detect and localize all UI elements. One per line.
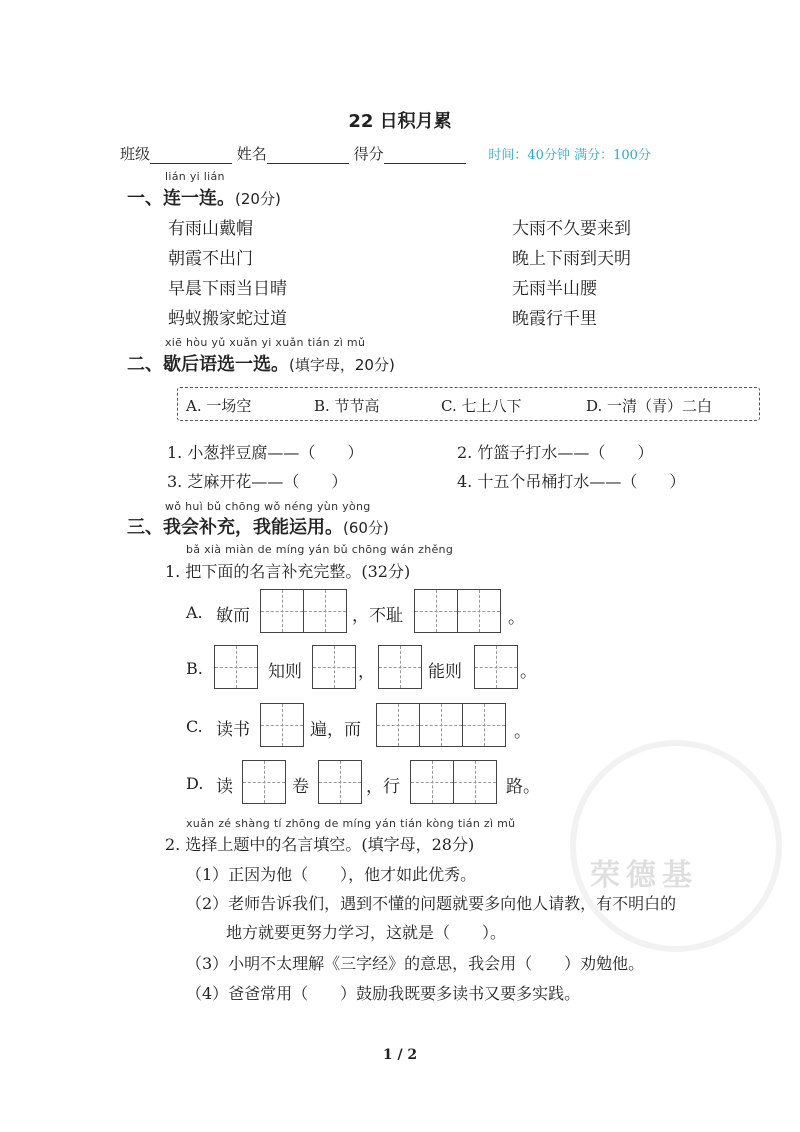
section1-pinyin: lián yi lián [165, 170, 225, 183]
name-blank[interactable] [267, 149, 349, 164]
answer-grid[interactable] [242, 760, 286, 804]
item-c-end: 。 [514, 722, 531, 742]
section3-pinyin: wǒ huì bǔ chōng wǒ néng yùn yòng [165, 500, 371, 513]
section2-heading: 二、歇后语选一选。(填字母，20分) [127, 354, 395, 375]
section3-heading: 三、我会补充，我能运用。(60分) [127, 517, 389, 538]
sub-question[interactable]: （4）爸爸常用（ ）鼓励我既要多读书又要多实践。 [186, 984, 581, 1003]
item-b-text: 知则 [268, 662, 302, 682]
item-d-text: 路。 [506, 777, 540, 797]
item-d-text: 读 [216, 777, 233, 797]
item-d-text: ，行 [366, 777, 400, 797]
left-item[interactable]: 朝霞不出门 [168, 249, 253, 269]
answer-grid[interactable] [474, 645, 518, 689]
section2-pinyin: xiē hòu yǔ xuǎn yi xuǎn tián zì mǔ [165, 336, 366, 349]
item-a-label: A. [186, 603, 203, 622]
right-item[interactable]: 晚霞行千里 [512, 309, 597, 329]
question-2[interactable]: 2. 竹篮子打水——（ ） [457, 443, 654, 462]
item-b-label: B. [186, 659, 203, 678]
right-item[interactable]: 晚上下雨到天明 [512, 249, 631, 269]
student-info: 班级 姓名 得分 时间：40分钟 满分：100分 [120, 145, 651, 163]
question-1[interactable]: 1. 小葱拌豆腐——（ ） [167, 443, 364, 462]
item-c-text: 遍，而 [310, 720, 361, 740]
q1-pinyin: bǎ xià miàn de míng yán bǔ chōng wán zhěng [186, 543, 454, 556]
class-blank[interactable] [150, 149, 232, 164]
page-title: 22 日积月累 [348, 111, 452, 132]
sub-question[interactable]: （1）正因为他（ ），他才如此优秀。 [186, 865, 477, 884]
q1-heading: 1. 把下面的名言补充完整。(32分) [165, 562, 411, 581]
answer-grid[interactable] [410, 760, 497, 804]
sub-question-cont[interactable]: 地方就要更努力学习，这就是（ ）。 [226, 923, 507, 942]
q2-pinyin: xuǎn zé shàng tí zhōng de míng yán tián kòng tián zì mǔ [186, 817, 516, 830]
item-b-end: 。 [520, 662, 537, 682]
item-c-label: C. [186, 717, 203, 736]
left-item[interactable]: 早晨下雨当日晴 [168, 279, 287, 299]
item-a-text: ，不耻 [352, 606, 403, 626]
sub-question[interactable]: （3）小明不太理解《三字经》的意思，我会用（ ）劝勉他。 [186, 954, 645, 973]
answer-grid[interactable] [260, 703, 304, 747]
option-d: D. 一清（青）二白 [586, 397, 713, 415]
score-blank[interactable] [384, 149, 466, 164]
page-number: 1 / 2 [382, 1047, 418, 1063]
answer-grid[interactable] [414, 589, 501, 633]
answer-grid[interactable] [312, 645, 356, 689]
right-item[interactable]: 大雨不久要来到 [512, 219, 631, 239]
watermark-text: 荣德基 [590, 858, 698, 893]
sub-question[interactable]: （2）老师告诉我们，遇到不懂的问题就要多向他人请教，有不明白的 [186, 894, 677, 913]
left-item[interactable]: 蚂蚁搬家蛇过道 [168, 309, 287, 329]
answer-grid[interactable] [378, 645, 422, 689]
answer-grid[interactable] [214, 645, 258, 689]
item-d-text: 卷 [292, 777, 309, 797]
item-b-text: ， [358, 662, 375, 682]
item-c-text: 读书 [216, 720, 250, 740]
option-a: A. 一场空 [186, 397, 252, 415]
option-b: B. 节节高 [314, 397, 380, 415]
answer-grid[interactable] [318, 760, 362, 804]
right-item[interactable]: 无雨半山腰 [512, 279, 597, 299]
q2-heading: 2. 选择上题中的名言填空。(填字母，28分) [165, 835, 475, 854]
item-a-end: 。 [508, 608, 525, 628]
answer-grid[interactable] [376, 703, 506, 747]
time-info: 时间：40分钟 满分：100分 [488, 148, 651, 163]
item-b-text: 能则 [428, 662, 462, 682]
question-3[interactable]: 3. 芝麻开花——（ ） [167, 472, 348, 491]
item-a-text: 敏而 [216, 606, 250, 626]
left-item[interactable]: 有雨山戴帽 [168, 219, 253, 239]
watermark-logo [570, 740, 782, 952]
item-d-label: D. [186, 774, 204, 793]
answer-grid[interactable] [260, 589, 347, 633]
question-4[interactable]: 4. 十五个吊桶打水——（ ） [457, 472, 686, 491]
section1-heading: 一、连一连。(20分) [127, 188, 281, 209]
option-c: C. 七上八下 [441, 397, 522, 415]
